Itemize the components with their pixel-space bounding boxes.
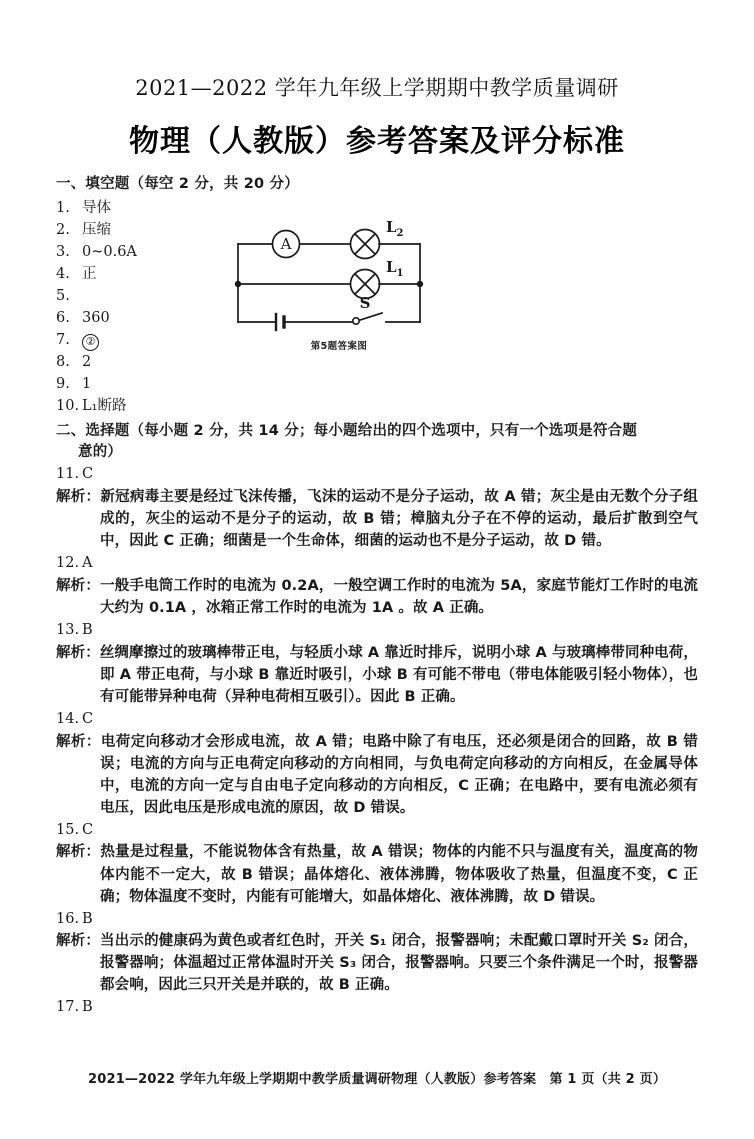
question-block <box>56 997 698 1019</box>
question-block <box>56 553 698 619</box>
lamp-l1-label: $L_1$ <box>386 258 404 279</box>
circuit-svg <box>224 218 454 336</box>
item-answer: L₁断路 <box>82 398 127 415</box>
question-explanation <box>56 486 698 552</box>
item-number: 2. <box>56 222 70 239</box>
item-number: 1. <box>56 200 70 217</box>
explanation-text: 电荷定向移动才会形成电流，故 A 错；电路中除了有电压，还必须是闭合的回路，故 B 错误；电流的方向与正电荷定向移动的方向相同，与负电荷定向移动的方向相反，在金属导体中，电流的方向一定与自由电子定向移动的方向相反，C 正确；在电路中，要有电流必须有电压，因此电压是形成电流的原因，故 D 错误。 <box>100 733 698 816</box>
item-answer: 正 <box>82 266 97 283</box>
list-item <box>56 395 236 417</box>
analysis-label: 解析： <box>56 933 101 950</box>
item-answer-circled: ② <box>82 334 99 351</box>
question-number: 14. <box>56 710 80 727</box>
circuit-caption: 第5题答案图 <box>310 341 368 352</box>
page-subtitle: 2021—2022 学年九年级上学期期中教学质量调研 <box>135 76 619 100</box>
question-number: 13. <box>56 622 80 639</box>
ammeter-label: A <box>280 235 292 253</box>
item-answer: 导体 <box>82 200 111 217</box>
list-item <box>56 373 236 395</box>
explanation-text: 新冠病毒主要是经过飞沫传播，飞沫的运动不是分子运动，故 A 错；灰尘是由无数个分子组成的，灰尘的运动不是分子的运动，故 B 错；樟脑丸分子在不停的运动，最后扩散到空气中，因此 C 正确；细菌是一个生命体，细菌的运动也不是分子运动，故 D 错。 <box>100 489 698 550</box>
item-answer: 2 <box>82 354 92 371</box>
item-answer: 0~0.6A <box>82 244 137 261</box>
switch-pivot-dot <box>353 318 359 324</box>
question-answer-line <box>56 709 698 731</box>
item-number: 3. <box>56 244 70 261</box>
list-item <box>56 351 236 373</box>
question-explanation <box>56 731 698 819</box>
item-number: 7. <box>56 332 70 349</box>
question-answer: B <box>82 910 93 927</box>
section-heading-multiple-choice <box>56 421 698 463</box>
question-number: 12. <box>56 555 80 572</box>
list-item <box>56 285 236 307</box>
explanation-text: 热量是过程量，不能说物体含有热量，故 A 错误；物体的内能不只与温度有关，温度高的物体内能不一定大，故 B 错误；晶体熔化、液体沸腾，物体吸收了热量，但温度不变，C 正确；物体温度不变时，内能有可能增大，如晶体熔化、液体沸腾，故 D 错误。 <box>100 844 698 905</box>
item-number: 6. <box>56 310 70 327</box>
junction-dot-left <box>235 281 241 287</box>
question-explanation <box>56 575 698 619</box>
question-answer-line <box>56 464 698 486</box>
page-footer: 2021—2022 学年九年级上学期期中教学质量调研物理（人教版）参考答案 第 1 页（共 2 页） <box>87 1072 667 1087</box>
question-answer: C <box>82 821 94 838</box>
list-item <box>56 263 236 285</box>
circuit-diagram-question-5 <box>224 218 454 352</box>
analysis-label: 解析： <box>56 577 101 594</box>
question-answer-line <box>56 553 698 575</box>
item-number: 8. <box>56 354 70 371</box>
analysis-label: 解析： <box>56 844 101 861</box>
section2-heading-line1: 二、选择题（每小题 2 分，共 14 分；每小题给出的四个选项中，只有一个选项是符合题 <box>56 423 638 440</box>
item-number: 10. <box>56 398 80 415</box>
explanation-text: 丝绸摩擦过的玻璃棒带正电，与轻质小球 A 靠近时排斥，说明小球 A 与玻璃棒带同种电荷，即 A 带正电荷，与小球 B 靠近时吸引，小球 B 有可能不带电（带电体能吸引轻小物体），也有可能带异种电荷（异种电荷相互吸引）。因此 B 正确。 <box>99 644 698 705</box>
list-item <box>56 219 236 241</box>
question-answer-line <box>56 820 698 842</box>
question-block <box>56 820 698 908</box>
item-answer: 1 <box>82 376 92 393</box>
question-answer-line <box>56 620 698 642</box>
fill-in-answer-list <box>56 197 236 417</box>
junction-dot-right <box>417 281 423 287</box>
question-answer-line <box>56 997 698 1019</box>
question-block <box>56 709 698 819</box>
item-number: 9. <box>56 376 70 393</box>
question-answer-line <box>56 909 698 931</box>
explanation-text: 一般手电筒工作时的电流为 0.2A，一般空调工作时的电流为 5A，家庭节能灯工作时的电流大约为 0.1A ，冰箱正常工作时的电流为 1A 。故 A 正确。 <box>100 577 698 616</box>
question-answer: B <box>82 622 93 639</box>
question-block <box>56 909 698 997</box>
question-block <box>56 464 698 552</box>
question-number: 17. <box>56 999 80 1016</box>
document-body <box>56 174 698 1019</box>
question-answer: C <box>82 710 94 727</box>
question-explanation <box>56 930 698 996</box>
question-explanation <box>56 642 698 708</box>
list-item <box>56 241 236 263</box>
analysis-label: 解析： <box>56 644 100 661</box>
question-block <box>56 620 698 708</box>
list-item <box>56 307 236 329</box>
question-answer: B <box>82 999 93 1016</box>
question-number: 11. <box>56 466 80 483</box>
section-heading-fill-in-blank: 一、填空题（每空 2 分，共 20 分） <box>56 176 299 192</box>
item-answer: 压缩 <box>82 222 111 239</box>
list-item <box>56 329 236 351</box>
item-number: 4. <box>56 266 70 283</box>
analysis-label: 解析： <box>56 489 101 506</box>
switch-label: S <box>359 294 371 312</box>
question-number: 16. <box>56 910 80 927</box>
analysis-label: 解析： <box>56 733 101 750</box>
page-title: 物理（人教版）参考答案及评分标准 <box>129 124 625 159</box>
answer-key-page <box>0 72 754 1139</box>
lamp-l2-label: $L_2$ <box>386 218 404 239</box>
switch-blade <box>360 313 382 320</box>
item-number: 5. <box>56 288 70 305</box>
question-answer: C <box>82 466 94 483</box>
question-number: 15. <box>56 821 80 838</box>
list-item <box>56 197 236 219</box>
question-explanation <box>56 841 698 907</box>
explanation-text: 当出示的健康码为黄色或者红色时，开关 S₁ 闭合，报警器响；未配戴口罩时开关 S₂ 闭合，报警器响；体温超过正常体温时开关 S₃ 闭合，报警器响。只要三个条件满足一个时，报警器都会响，因此三只开关是并联的，故 B 正确。 <box>100 933 698 994</box>
item-answer: 360 <box>82 310 110 327</box>
section2-heading-line2: 意的） <box>78 444 123 461</box>
question-answer: A <box>82 555 93 572</box>
